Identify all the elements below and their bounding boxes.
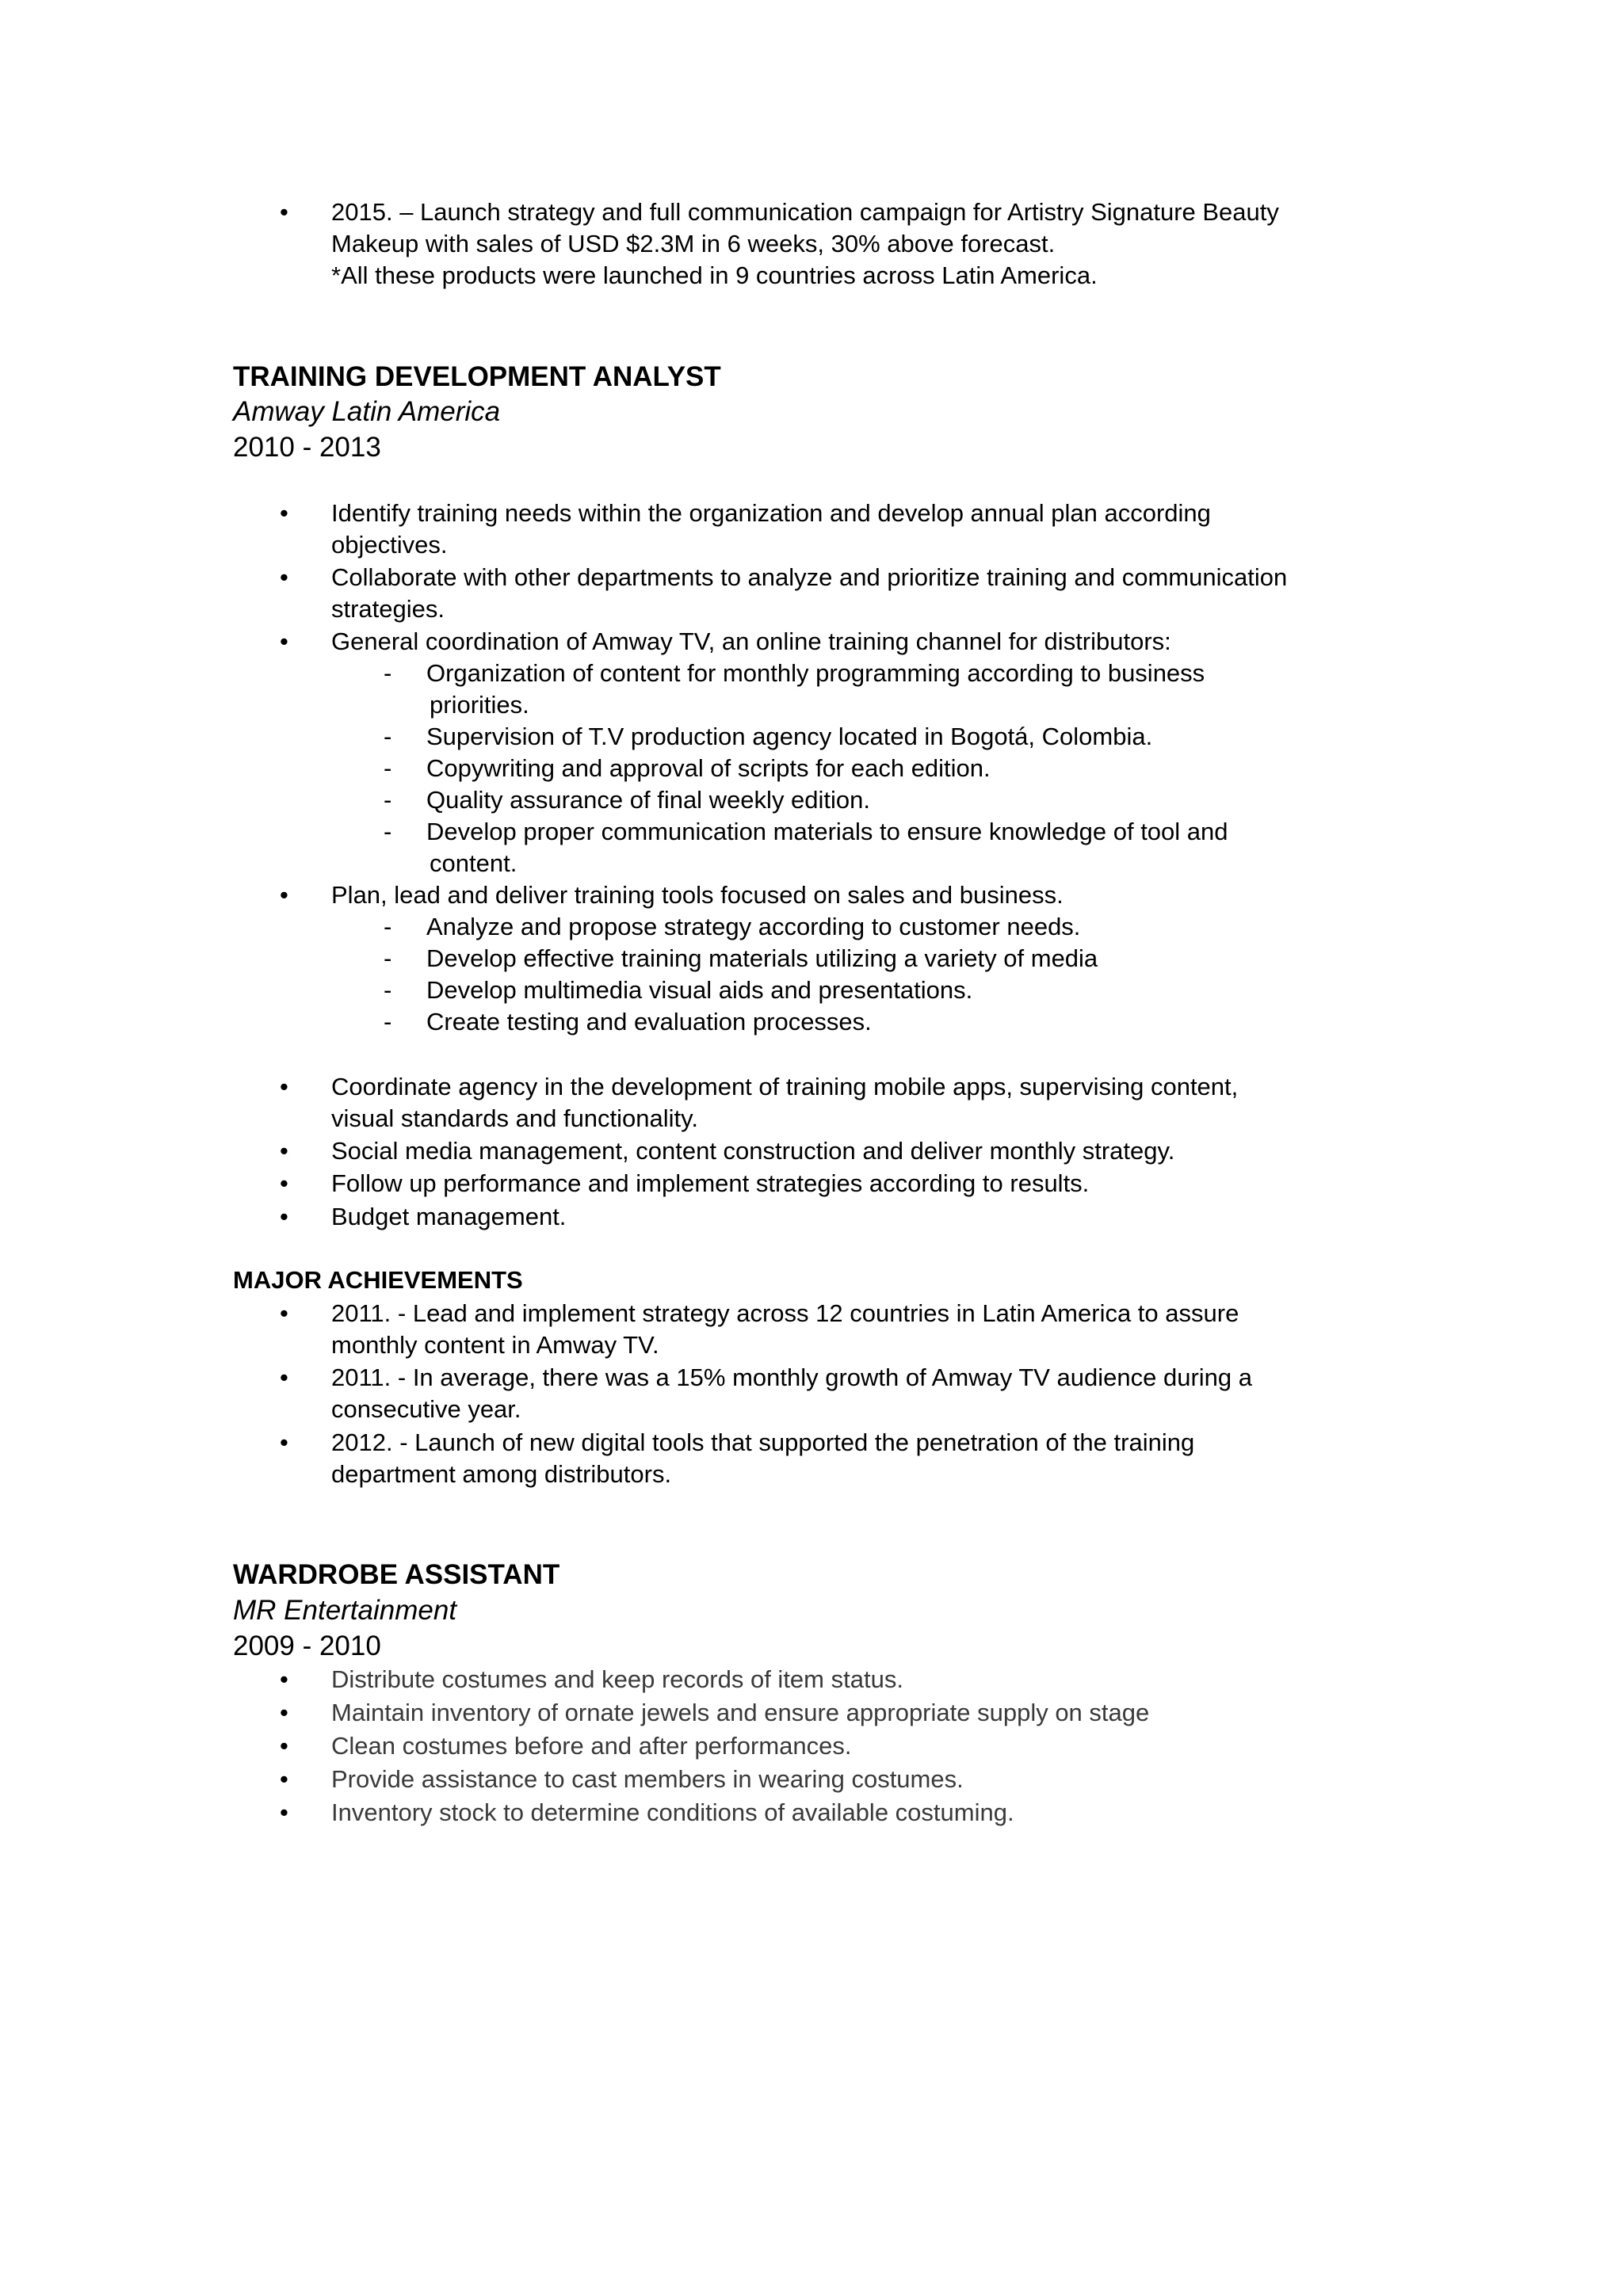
duty-line: objectives. — [331, 531, 448, 559]
sub-duty-line: priorities. — [430, 691, 529, 719]
intro-line: Makeup with sales of USD $2.3M in 6 weeks, 30% above forecast. — [331, 230, 1056, 257]
bullet-icon: • — [280, 1363, 288, 1391]
achievement-line: monthly content in Amway TV. — [331, 1331, 659, 1359]
job-dates: 2010 - 2013 — [233, 432, 381, 463]
duty-line: Social media management, content construction and deliver monthly strategy. — [331, 1137, 1175, 1165]
dash-icon: - — [384, 818, 392, 845]
duty-line: Identify training needs within the organization and develop annual plan according — [331, 499, 1211, 527]
duty-line: Maintain inventory of ornate jewels and ensure appropriate supply on stage — [331, 1699, 1150, 1726]
duty-line: Clean costumes before and after performances. — [331, 1732, 852, 1760]
bullet-icon: • — [280, 881, 288, 909]
bullet-icon: • — [280, 1137, 288, 1165]
sub-duty-line: content. — [430, 849, 517, 877]
job-dates: 2009 - 2010 — [233, 1630, 381, 1661]
duty-line: Follow up performance and implement strategies according to results. — [331, 1169, 1090, 1197]
bullet-icon: • — [280, 1798, 288, 1826]
bullet-icon: • — [280, 1169, 288, 1197]
duty-line: Distribute costumes and keep records of item status. — [331, 1665, 903, 1693]
bullet-icon: • — [280, 1765, 288, 1793]
bullet-icon: • — [280, 1073, 288, 1100]
duty-line: Provide assistance to cast members in wearing costumes. — [331, 1765, 964, 1793]
bullet-icon: • — [280, 198, 288, 226]
dash-icon: - — [384, 976, 392, 1004]
achievement-line: 2012. - Launch of new digital tools that supported the penetration of the training — [331, 1428, 1195, 1456]
sub-duty-line: Supervision of T.V production agency located in Bogotá, Colombia. — [426, 723, 1153, 750]
bullet-icon: • — [280, 1299, 288, 1327]
sub-duty-line: Analyze and propose strategy according to customer needs. — [426, 913, 1081, 940]
duty-line: visual standards and functionality. — [331, 1104, 698, 1132]
job-title: WARDROBE ASSISTANT — [233, 1559, 560, 1590]
bullet-icon: • — [280, 1428, 288, 1456]
dash-icon: - — [384, 913, 392, 940]
duty-line: Inventory stock to determine conditions of available costuming. — [331, 1798, 1014, 1826]
duty-line: strategies. — [331, 595, 445, 623]
sub-duty-line: Organization of content for monthly programming according to business — [426, 659, 1205, 687]
bullet-icon: • — [280, 1732, 288, 1760]
sub-duty-line: Quality assurance of final weekly edition. — [426, 786, 871, 814]
bullet-icon: • — [280, 1699, 288, 1726]
achievements-heading: MAJOR ACHIEVEMENTS — [233, 1266, 523, 1294]
sub-duty-line: Develop effective training materials utilizing a variety of media — [426, 944, 1098, 972]
dash-icon: - — [384, 754, 392, 782]
bullet-icon: • — [280, 499, 288, 527]
sub-duty-line: Copywriting and approval of scripts for each edition. — [426, 754, 991, 782]
duty-line: Plan, lead and deliver training tools focused on sales and business. — [331, 881, 1064, 909]
job-title: TRAINING DEVELOPMENT ANALYST — [233, 361, 721, 392]
dash-icon: - — [384, 786, 392, 814]
bullet-icon: • — [280, 563, 288, 591]
duty-line: Coordinate agency in the development of training mobile apps, supervising content, — [331, 1073, 1239, 1100]
achievement-line: 2011. - Lead and implement strategy across 12 countries in Latin America to assure — [331, 1299, 1239, 1327]
dash-icon: - — [384, 944, 392, 972]
dash-icon: - — [384, 723, 392, 750]
achievement-line: 2011. - In average, there was a 15% monthly growth of Amway TV audience during a — [331, 1363, 1253, 1391]
intro-line: 2015. – Launch strategy and full communication campaign for Artistry Signature Beauty — [331, 198, 1279, 226]
duty-line: General coordination of Amway TV, an online training channel for distributors: — [331, 627, 1171, 655]
dash-icon: - — [384, 659, 392, 687]
duty-line: Collaborate with other departments to analyze and prioritize training and communication — [331, 563, 1288, 591]
sub-duty-line: Create testing and evaluation processes. — [426, 1008, 872, 1035]
dash-icon: - — [384, 1008, 392, 1035]
achievement-line: department among distributors. — [331, 1460, 672, 1488]
achievement-line: consecutive year. — [331, 1395, 521, 1423]
bullet-icon: • — [280, 1203, 288, 1230]
intro-line: *All these products were launched in 9 countries across Latin America. — [331, 261, 1098, 289]
sub-duty-line: Develop proper communication materials to ensure knowledge of tool and — [426, 818, 1228, 845]
duty-line: Budget management. — [331, 1203, 567, 1230]
bullet-icon: • — [280, 1665, 288, 1693]
company-name: Amway Latin America — [233, 396, 501, 427]
sub-duty-line: Develop multimedia visual aids and presentations. — [426, 976, 973, 1004]
company-name: MR Entertainment — [233, 1595, 457, 1626]
bullet-icon: • — [280, 627, 288, 655]
